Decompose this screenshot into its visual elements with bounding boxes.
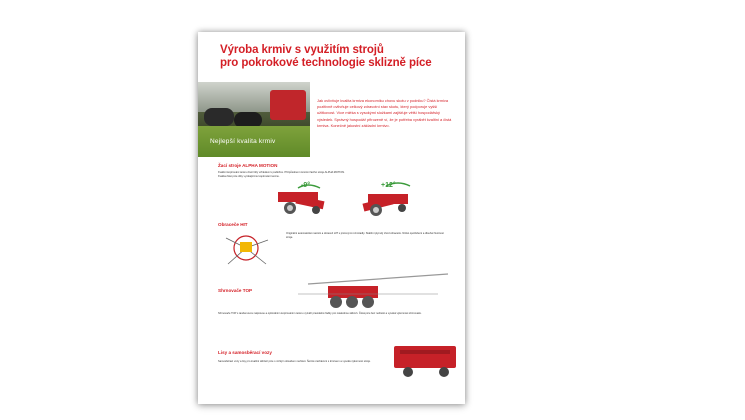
section3-heading: Shrnovače TOP: [218, 288, 253, 293]
section1-text: Kvalitní kopírování terénu žací lišty vzhledem k podložce. Přizpůsobení zemině žacího stroje ALPHA MOTION. Kvalita čisté píce díky vynikajícímu kopírování terénu.: [218, 171, 345, 178]
mower-left: [278, 192, 324, 214]
hero-caption: Nejlepší kvalita krmiv: [210, 138, 276, 145]
section2-heading: Obraceče HIT: [218, 222, 248, 227]
feeder-wagon-shape: [270, 90, 306, 120]
page-title: [220, 44, 460, 70]
title-line-2: pro pokrokové technologie sklizně píce: [220, 57, 432, 69]
section2-text: Originální automatické mazání a obraceč HIT s prstovými rozmítadly. Stabilní plynulý chod obraceče. Nízké opotřebení a dlouhá životnost stroje.: [286, 232, 444, 239]
hero-photo: [198, 82, 310, 157]
section1-heading: Žací stroje ALPHA MOTION: [218, 163, 278, 168]
angle-left-label: -9°: [301, 182, 311, 189]
section4-heading: Lisy a samosběrací vozy: [218, 350, 272, 355]
section4-text: Samosběrací vozy a lisy pro kvalitní sklizeň píce s nízkým obsahem nečistot. Šetrné zacházení s krmivem a vysoká výkonnost stroje.: [218, 360, 371, 363]
mower-right: [362, 194, 408, 216]
cow-shape: [204, 108, 234, 126]
baler-illustration: [390, 342, 462, 380]
title-line-1: Výroba krmiv s využitím strojů: [220, 44, 384, 56]
rake-illustration: [288, 264, 458, 314]
angle-right-label: +12°: [381, 182, 396, 189]
mower-illustration: [268, 180, 448, 220]
brochure-page: [198, 32, 465, 404]
section3-text: Shrnovače TOP s tandemovou nápravou a optimálním kopírováním terénu vytváří pravidelné řádky pro následnou sklizeň. Čistá píce bez nečistot a vysoká výkonnost shrnovače.: [218, 312, 422, 315]
tedder-illustration: [216, 230, 276, 270]
intro-paragraph: Jak ovlivňuje kvalita krmiva ekonomiku chovu skotu v podniku? Čistá krmiva pozitivně ovlivňuje celkový zdravotní stav skotu, který podporuje vyšší užitkovost. Více mléka s vysokými složkami zajišťuje větší hospodářský výsledek. Správný hospodář přirozeně ví, že je potřeba vyrábět kvalitní a čistá krmiva. Konečně jakostní základní krmivo.: [317, 98, 452, 128]
